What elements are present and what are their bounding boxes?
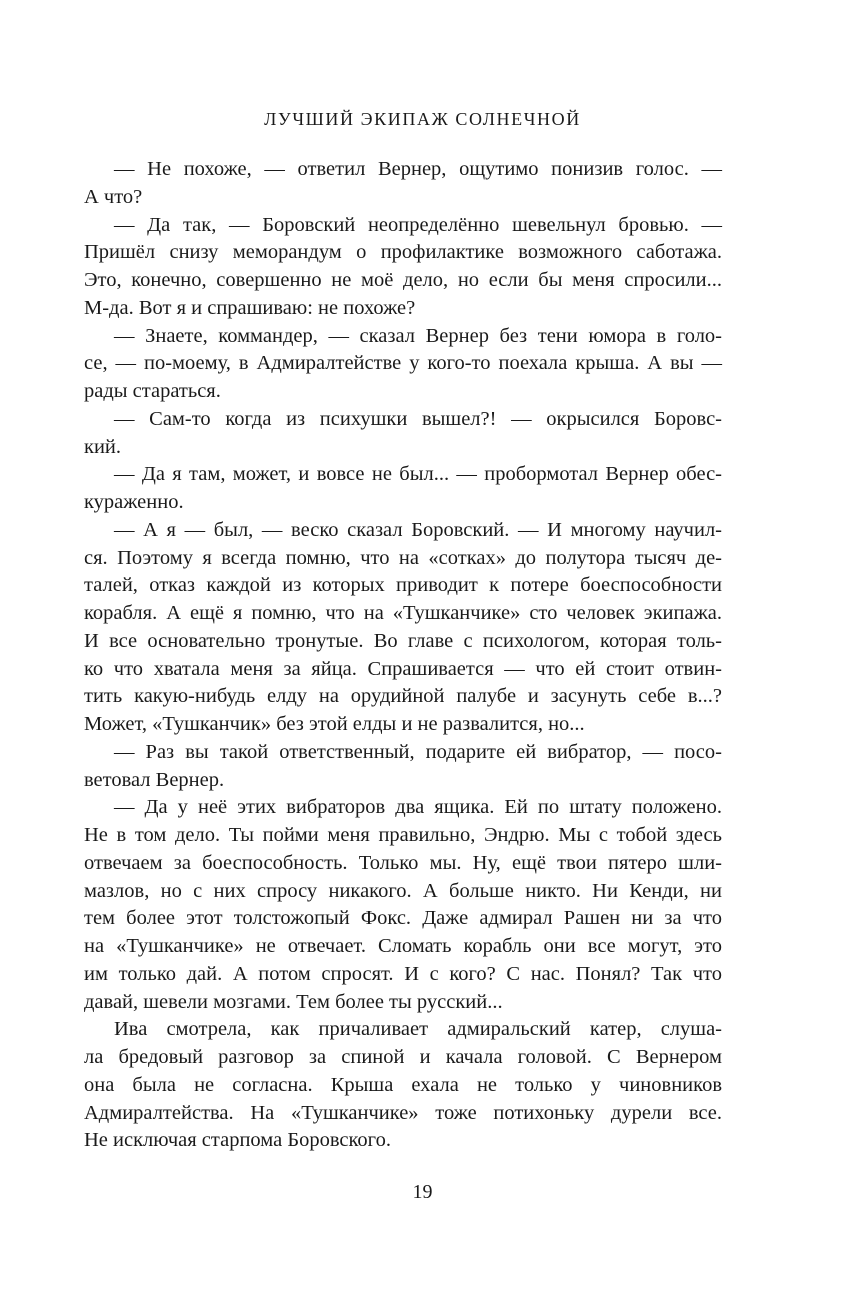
text-line: Не исключая старпома Боровского.: [84, 1129, 391, 1152]
text-line: талей, отказ каждой из которых приводит к потере боеспособности: [84, 574, 722, 597]
running-head: ЛУЧШИЙ ЭКИПАЖ СОЛНЕЧНОЙ: [264, 109, 581, 129]
text-line: корабля. А ещё я помню, что на «Тушканчике» сто человек экипажа.: [84, 602, 722, 624]
text-line: им только дай. А потом спросят. И с кого? С нас. Понял? Так что: [84, 962, 722, 985]
text-line: Адмиралтейства. На «Тушканчике» тоже потихоньку дурели все.: [84, 1101, 722, 1124]
text-line: Не в том дело. Ты пойми меня правильно, Эндрю. Мы с тобой здесь: [84, 824, 722, 846]
text-line: тем более этот толстожопый Фокс. Даже адмирал Рашен ни за что: [84, 907, 722, 930]
text-line: кий.: [84, 435, 122, 458]
text-line: Пришёл снизу меморандум о профилактике возможного саботажа.: [84, 241, 722, 264]
page-number: 19: [412, 1181, 433, 1203]
text-line: — Да я там, может, и вовсе не был... — пробормотал Вернер обес-: [114, 463, 722, 486]
text-line: — Не похоже, — ответил Вернер, ощутимо понизив голос. —: [114, 158, 722, 180]
text-line: на «Тушканчике» не отвечает. Сломать корабль они все могут, это: [84, 935, 722, 957]
text-line: ла бредовый разговор за спиной и качала головой. С Вернером: [84, 1046, 722, 1068]
text-line: — Знаете, коммандер, — сказал Вернер без тени юмора в голо-: [114, 324, 722, 347]
text-line: мазлов, но с них спросу никакого. А больше никто. Ни Кенди, ни: [84, 879, 722, 902]
text-line: кураженно.: [84, 491, 184, 513]
text-line: — Да у неё этих вибраторов два ящика. Ей по штату положено.: [114, 796, 722, 819]
text-line: — Раз вы такой ответственный, подарите ей вибратор, — посо-: [114, 740, 722, 763]
text-line: давай, шевели мозгами. Тем более ты русский...: [84, 990, 503, 1013]
text-line: Ива смотрела, как причаливает адмиральский катер, слуша-: [114, 1018, 722, 1041]
text-line: Может, «Тушканчик» без этой елды и не развалится, но...: [84, 713, 585, 735]
text-line: И все основательно тронутые. Во главе с психологом, которая толь-: [84, 629, 722, 652]
text-line: она была не согласна. Крыша ехала не только у чиновников: [84, 1073, 722, 1096]
text-line: — Сам-то когда из психушки вышел?! — окрысился Боровс-: [114, 407, 722, 430]
body-text: [84, 156, 722, 1155]
text-line: ся. Поэтому я всегда помню, что на «сотках» до полутора тысяч де-: [84, 546, 722, 569]
text-line: А что?: [84, 185, 143, 208]
text-line: ко что хватала меня за яйца. Спрашивается — что ей стоит отвин-: [84, 657, 722, 680]
text-line: ветовал Вернер.: [84, 768, 225, 791]
text-line: — Да так, — Боровский неопределённо шевельнул бровью. —: [114, 213, 722, 236]
text-line: рады стараться.: [84, 380, 221, 402]
text-line: — А я — был, — веско сказал Боровский. — И многому научил-: [114, 518, 722, 541]
text-line: тить какую-нибудь елду на орудийной палубе и засунуть себе в...?: [84, 685, 722, 708]
text-line: М-да. Вот я и спрашиваю: не похоже?: [84, 296, 416, 319]
text-line: отвечаем за боеспособность. Только мы. Ну, ещё твои пятеро шли-: [84, 851, 722, 874]
text-line: се, — по-моему, в Адмиралтействе у кого-то поехала крыша. А вы —: [84, 352, 722, 375]
text-line: Это, конечно, совершенно не моё дело, но если бы меня спросили...: [84, 269, 722, 291]
